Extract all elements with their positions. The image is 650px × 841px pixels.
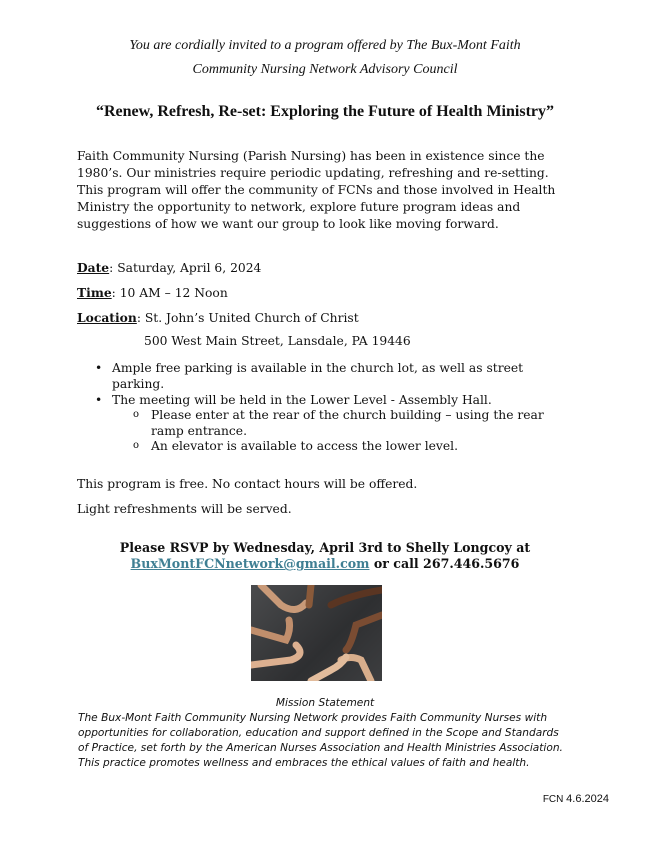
sub-bullet-item: [133, 438, 458, 454]
bullet-line: Ample free parking is available in the church lot, as well as street: [112, 361, 524, 375]
circle-bullet-icon: o: [133, 409, 140, 420]
intro-line: Ministry the opportunity to network, explore future program ideas and: [77, 200, 521, 214]
footer-prefix: FCN: [542, 794, 564, 805]
hands-illustration: [251, 585, 382, 681]
mission-line: The Bux-Mont Faith Community Nursing Network provides Faith Community Nurses with: [78, 712, 548, 724]
refreshments-note: Light refreshments will be served.: [77, 502, 292, 516]
time-row: [77, 284, 228, 302]
intro-paragraph: [77, 148, 555, 233]
location-row: [77, 309, 359, 327]
sub-bullet-line: An elevator is available to access the lower level.: [151, 439, 458, 453]
bullet-item: [95, 392, 492, 408]
mission-statement: [78, 711, 563, 771]
time-value: : 10 AM – 12 Noon: [111, 286, 228, 300]
intro-line: 1980’s. Our ministries require periodic updating, refreshing and re-setting.: [77, 166, 549, 180]
bullet-item: [95, 360, 524, 392]
bullet-icon: •: [95, 393, 103, 407]
location-address: 500 West Main Street, Lansdale, PA 19446: [144, 334, 411, 348]
circle-bullet-icon: o: [133, 440, 140, 451]
free-note: This program is free. No contact hours will be offered.: [77, 477, 418, 491]
invitation-line-2: Community Nursing Network Advisory Council: [192, 62, 458, 77]
time-label: Time: [77, 285, 112, 300]
date-label: Date: [77, 260, 110, 275]
date-value: : Saturday, April 6, 2024: [109, 261, 262, 275]
bullet-icon: •: [95, 361, 103, 375]
intro-line: Faith Community Nursing (Parish Nursing) has been in existence since the: [77, 149, 545, 163]
mission-line: This practice promotes wellness and embraces the ethical values of faith and health.: [78, 757, 530, 769]
mission-line: of Practice, set forth by the American Nurses Association and Health Ministries Association.: [78, 742, 563, 754]
sub-bullet-line: ramp entrance.: [151, 424, 247, 438]
phone-text: or call 267.446.5676: [369, 556, 520, 571]
footer-date: 4.6.2024: [566, 793, 609, 805]
location-label: Location: [77, 310, 137, 325]
sub-bullet-item: [133, 407, 544, 439]
bullet-line: parking.: [112, 377, 165, 391]
rsvp-line-1: Please RSVP by Wednesday, April 3rd to Shelly Longcoy at: [119, 540, 531, 555]
program-title: “Renew, Refresh, Re-set: Exploring the Future of Health Ministry”: [95, 103, 554, 120]
bullet-line: The meeting will be held in the Lower Level - Assembly Hall.: [112, 393, 492, 407]
sub-bullet-line: Please enter at the rear of the church building – using the rear: [151, 408, 544, 422]
email-link[interactable]: BuxMontFCNnetwork@gmail.com: [130, 556, 370, 571]
intro-line: suggestions of how we want our group to look like moving forward.: [77, 217, 499, 231]
hands-circle-image: [251, 585, 382, 681]
mission-line: opportunities for collaboration, education and support defined in the Scope and Standards: [78, 727, 559, 739]
rsvp-line-2: [0, 556, 650, 572]
location-value: : St. John’s United Church of Christ: [136, 311, 359, 325]
invitation-line-1: You are cordially invited to a program offered by The Bux-Mont Faith: [129, 38, 521, 53]
mission-heading: Mission Statement: [275, 697, 375, 709]
date-row: [77, 259, 261, 277]
intro-line: This program will offer the community of FCNs and those involved in Health: [77, 183, 556, 197]
footer-code: [543, 793, 609, 805]
